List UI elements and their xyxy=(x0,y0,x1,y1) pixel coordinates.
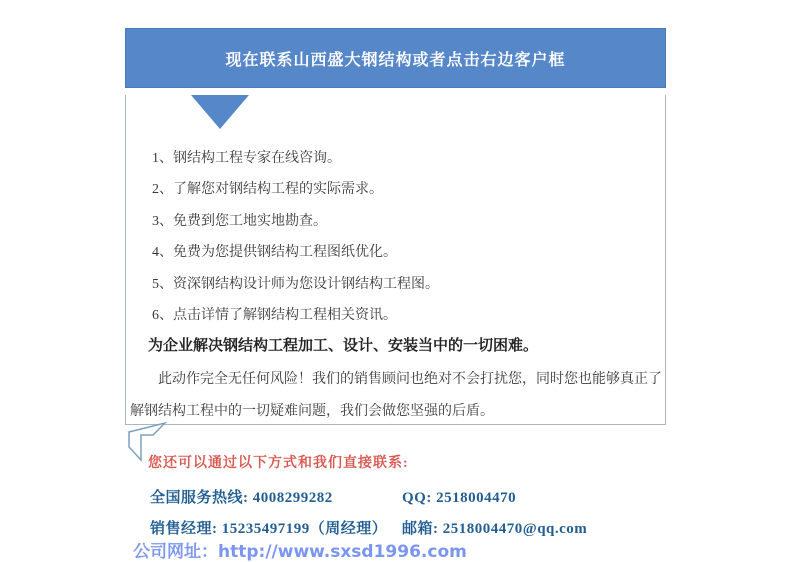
hotline-value xyxy=(150,486,402,507)
contact-intro-text: 您还可以通过以下方式和我们直接联系: xyxy=(148,456,409,471)
email-label: 邮箱: xyxy=(402,521,439,537)
email-address: 2518004470@qq.com xyxy=(442,521,588,537)
list-item: 3、免费到您工地实地勘查。 xyxy=(152,213,327,229)
manager-value xyxy=(150,517,402,538)
list-item: 2、了解您对钢结构工程的实际需求。 xyxy=(152,182,383,198)
panel-title: 现在联系山西盛大钢结构或者点击右边客户框 xyxy=(225,51,566,69)
hotline-row xyxy=(150,486,516,507)
list-item: 4、免费为您提供钢结构工程图纸优化。 xyxy=(152,245,397,261)
contact-promo-panel xyxy=(125,28,666,425)
panel-header xyxy=(125,28,666,88)
list-item: 5、资深钢结构设计师为您设计钢结构工程图。 xyxy=(152,276,439,292)
qq-number: 2518004470 xyxy=(436,490,517,506)
highlight-text: 为企业解决钢结构工程加工、设计、安装当中的一切困难。 xyxy=(148,338,539,355)
arrow-down-icon xyxy=(191,95,249,129)
hotline-label: 全国服务热线: xyxy=(150,490,249,506)
website-link[interactable]: http://www.sxsd1996.com xyxy=(218,542,467,562)
panel-body xyxy=(125,95,666,425)
manager-row xyxy=(150,517,587,538)
note-paragraph: 此动作完全无任何风险！我们的销售顾问也绝对不会打扰您，同时您也能够真正了解钢结构工程中的一切疑难问题，我们会做您坚强的后盾。 xyxy=(130,371,662,420)
list-item: 1、钢结构工程专家在线咨询。 xyxy=(152,151,341,166)
website-label: 公司网址： xyxy=(133,542,218,562)
manager-label: 销售经理: xyxy=(150,521,218,537)
website-row xyxy=(133,537,467,562)
email-value xyxy=(402,521,587,537)
hotline-number: 4008299282 xyxy=(252,490,333,506)
qq-label: QQ: xyxy=(402,490,432,506)
qq-value xyxy=(402,490,516,506)
list-item: 6、点击详情了解钢结构工程相关资讯。 xyxy=(152,308,397,324)
manager-phone: 15235497199（周经理） xyxy=(221,521,388,537)
